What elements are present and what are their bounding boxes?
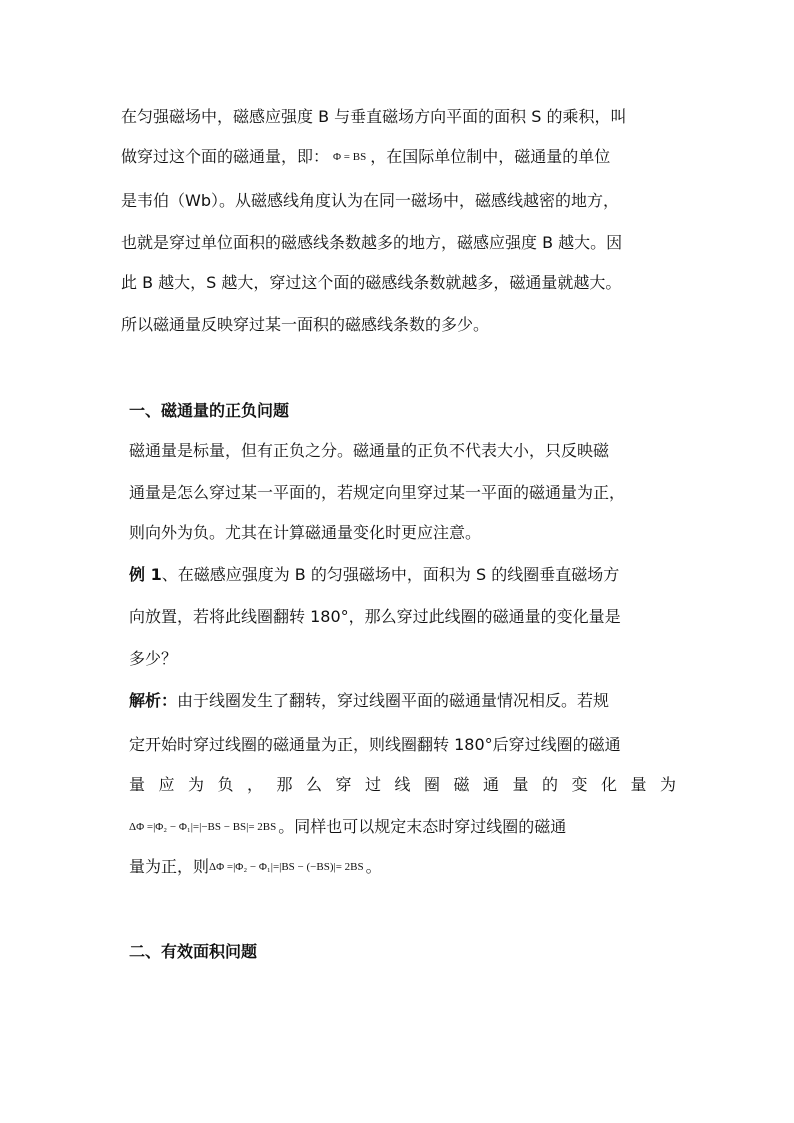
intro-line-2 bbox=[121, 147, 610, 167]
intro-line-5: 此 B 越大，S 越大，穿过这个面的磁感线条数就越多，磁通量就越大。 bbox=[121, 273, 622, 292]
example-1-text: 、在磁感应强度为 B 的匀强磁场中，面积为 S 的线圈垂直磁场方 bbox=[161, 565, 620, 584]
section-2-heading: 二、有效面积问题 bbox=[129, 942, 258, 961]
analysis-text-5a: 量为正，则 bbox=[129, 857, 210, 876]
delta-flux-formula-1: ΔΦ =|Φ₂ − Φ₁|=|−BS − BS|= 2BS bbox=[129, 821, 277, 833]
section-1-line-3: 则向外为负。尤其在计算磁通量变化时更应注意。 bbox=[129, 523, 482, 542]
analysis-line-3: 量应为负，那么穿过线圈磁通量的变化量为 bbox=[129, 775, 690, 794]
example-1-line-3: 多少？ bbox=[129, 649, 178, 668]
intro-line-2-text-a: 做穿过这个面的磁通量，即： bbox=[121, 147, 330, 166]
analysis-line-2: 定开始时穿过线圈的磁通量为正，则线圈翻转 180°后穿过线圈的磁通 bbox=[129, 735, 621, 754]
section-1-line-1: 磁通量是标量，但有正负之分。磁通量的正负不代表大小，只反映磁 bbox=[129, 441, 610, 460]
example-label: 例 1 bbox=[129, 565, 162, 584]
analysis-text-4: 。同样也可以规定末态时穿过线圈的磁通 bbox=[278, 817, 567, 836]
section-1-line-2: 通量是怎么穿过某一平面的，若规定向里穿过某一平面的磁通量为正， bbox=[129, 483, 626, 502]
intro-line-1: 在匀强磁场中，磁感应强度 B 与垂直磁场方向平面的面积 S 的乘积，叫 bbox=[121, 107, 627, 126]
analysis-text-5b: 。 bbox=[365, 857, 382, 876]
intro-line-6: 所以磁通量反映穿过某一面积的磁感线条数的多少。 bbox=[121, 315, 490, 334]
analysis-line-1 bbox=[129, 691, 609, 711]
example-1-line-2: 向放置，若将此线圈翻转 180°，那么穿过此线圈的磁通量的变化量是 bbox=[129, 607, 621, 626]
section-1-heading: 一、磁通量的正负问题 bbox=[129, 401, 290, 420]
delta-flux-formula-2: ΔΦ =|Φ₂ − Φ₁|=|BS − (−BS)|= 2BS bbox=[209, 861, 364, 873]
intro-line-2-text-b: ，在国际单位制中，磁通量的单位 bbox=[370, 147, 611, 166]
intro-line-4: 也就是穿过单位面积的磁感线条数越多的地方，磁感应强度 B 越大。因 bbox=[121, 233, 623, 252]
analysis-text-1: 由于线圈发生了翻转，穿过线圈平面的磁通量情况相反。若规 bbox=[177, 691, 610, 710]
intro-line-3: 是韦伯（Wb）。从磁感线角度认为在同一磁场中，磁感线越密的地方， bbox=[121, 191, 619, 210]
analysis-label: 解析： bbox=[129, 691, 178, 710]
analysis-line-4 bbox=[129, 817, 566, 837]
flux-formula: Φ = BS bbox=[333, 151, 367, 163]
example-1-line-1 bbox=[129, 565, 619, 585]
analysis-line-5 bbox=[129, 857, 382, 877]
